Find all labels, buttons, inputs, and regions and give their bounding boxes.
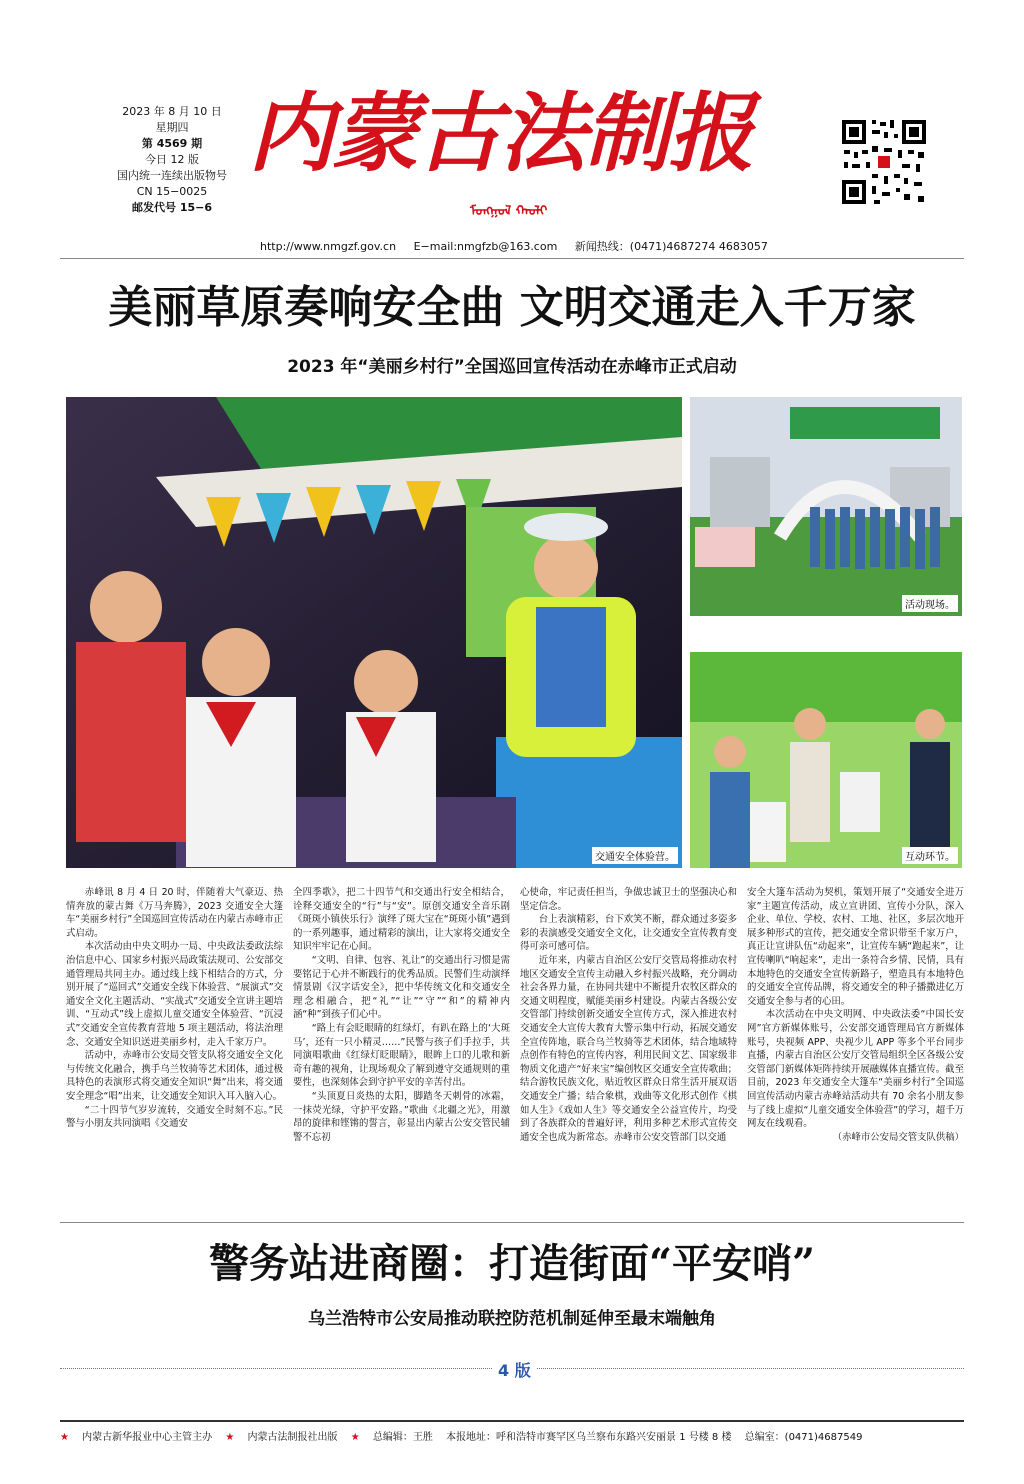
paragraph: 本次活动在中央文明网、中央政法委“中国长安网”官方新媒体账号，公安部交通管理局官方新媒体账号，央视频 APP、央视少儿 APP 等多个平台同步直播，内蒙古自治区公安厅交管局组织全区各级公安交管部门新媒体矩阵持续开展融媒体直播宣传。截至目前，2023 年交通安全大篷车“美丽乡村行”全国巡回宣传活动内蒙古赤峰站活动共有 70 余名小朋友参与了线上虚拟“儿童交通安全体验营”的学习，超千万网友在线观看。 xyxy=(747,1009,964,1130)
paragraph: “文明、自律、包容、礼让”的交通出行习惯是需要铭记于心并不断践行的优秀品质。民警们生动演绎情景剧《汉字话安全》，把中华传统文化和交通安全理念相融合，把“礼”“让”“守”“和”的精神内涵“种”到孩子们心中。 xyxy=(293,954,510,1021)
newspaper-logo xyxy=(248,74,788,214)
paragraph: 活动中，赤峰市公安局交管支队将交通安全文化与传统文化融合，携手乌兰牧骑等艺术团体，通过极具特色的表演形式将交通安全知识“舞”出来，将交通安全理念“唱”出来，让交通安全知识入耳入脑入心。 xyxy=(66,1050,283,1102)
page-reference[interactable]: 4 版 xyxy=(492,1358,537,1381)
masthead-divider xyxy=(60,258,964,259)
lead-article xyxy=(66,886,964,1208)
side-photo-top[interactable] xyxy=(690,397,962,616)
paragraph: “头顶夏日炎热的太阳，脚踏冬天刺骨的冰霜，一抹荧光绿，守护平安路。”歌曲《北疆之光》，用激昂的旋律和铿锵的誓言，彰显出内蒙古公安交管民辅警不忘初 xyxy=(293,1090,510,1143)
footer xyxy=(60,1428,964,1443)
footer-address: 本报地址：呼和浩特市赛罕区乌兰察布东路兴安丽景 1 号楼 8 楼 xyxy=(446,1432,732,1443)
side-photo-bottom[interactable] xyxy=(690,652,962,868)
logo-text: 内蒙古法制报 xyxy=(248,83,752,184)
star-icon: ★ xyxy=(225,1432,235,1443)
paragraph: 全四季歌》，把二十四节气和交通出行安全相结合，诠释交通安全的“行”与“安”。原创交通安全音乐剧《斑斑小镇侠乐行》演绎了斑大宝在“斑斑小镇”遇到的一系列趣事，通过精彩的演出，让大家将交通安全知识牢牢记在心间。 xyxy=(293,887,510,953)
footer-publisher: 内蒙古新华报业中心主管主办 xyxy=(82,1432,213,1443)
issue-number: 第 4569 期 xyxy=(141,137,203,150)
footer-phone: 总编室：(0471)4687549 xyxy=(744,1432,863,1443)
paragraph: 赤峰讯 8 月 4 日 20 时，伴随着大气豪迈、热情奔放的蒙古舞《万马奔腾》，2023 交通安全大篷车“美丽乡村行”全国巡回宣传活动在内蒙古赤峰市正式启动。 xyxy=(66,887,283,939)
paragraph: 近年来，内蒙古自治区公安厅交管局将推动农村地区交通安全宣传主动融入乡村振兴战略，充分调动社会各界力量，在协同共建中不断提升农牧区群众的交通文明程度，赋能美丽乡村建设。内蒙古各级公安交管部门持续创新交通安全宣传方式，深入推进农村交通安全大宣传大教育大警示集中行动，拓展交通安全宣传阵地，联合乌兰牧骑等艺术团体，结合地域特点创作有特色的宣传内容，利用民间文艺、国家级非物质文化遗产“好来宝”编创牧区交通安全宣传歌曲；结合游牧民族文化，贴近牧区群众日常生活开展双语交通安全广播；结合象棋，戏曲等文化形式创作《棋如人生》《戏如人生》等交通安全公益宣传片，均受到了各族群众的普遍好评，利用多种艺术形式宣传交通安全也成为新常态。赤峰市公安交管部门以交通 xyxy=(520,954,737,1143)
postal-code: 邮发代号 15−6 xyxy=(131,201,212,214)
paragraph: 台上表演精彩，台下欢笑不断，群众通过多姿多彩的表演感受交通安全文化，让交通安全宣传教育变得可亲可感可信。 xyxy=(520,914,737,953)
article-column-3 xyxy=(520,886,737,1208)
photo-caption: 活动现场。 xyxy=(902,595,958,612)
cn-number: CN 15−0025 xyxy=(136,185,208,198)
lead-headline[interactable]: 美丽草原奏响安全曲 文明交通走入千万家 xyxy=(108,282,916,333)
footer-divider xyxy=(60,1420,964,1422)
section-divider xyxy=(60,1222,964,1223)
article-column-4 xyxy=(747,886,964,1208)
second-headline[interactable]: 警务站进商圈：打造街面“平安哨” xyxy=(208,1240,815,1287)
main-photo[interactable] xyxy=(66,397,682,868)
weekday: 星期四 xyxy=(155,121,189,134)
contact-line xyxy=(260,238,782,254)
star-icon: ★ xyxy=(350,1432,360,1443)
article-column-2 xyxy=(293,886,510,1208)
paragraph: “路上有会眨眼睛的红绿灯，有趴在路上的‘大斑马’，还有一只小精灵……”民警与孩子们手拉手，共同演唱歌曲《红绿灯眨眼睛》，眼眸上口的儿歌和新奇有趣的视角，让现场观众了解到遵守交通规则的重要性，也深刻体会到守护平安的辛苦付出。 xyxy=(293,1022,510,1089)
qr-code-icon[interactable] xyxy=(838,116,930,208)
paragraph: 心使命，牢记责任担当，争做忠诚卫士的坚强决心和坚定信念。 xyxy=(520,887,737,912)
photo-caption: 交通安全体验营。 xyxy=(592,847,678,864)
serial-label: 国内统一连续出版物号 xyxy=(117,169,227,182)
website-link[interactable]: http://www.nmgzf.gov.cn xyxy=(260,240,397,253)
news-hotline: 新闻热线：(0471)4687274 4683057 xyxy=(574,240,768,253)
star-icon: ★ xyxy=(60,1432,69,1443)
footer-press: 内蒙古法制报社出版 xyxy=(247,1432,338,1443)
paragraph: 安全大篷车活动为契机，策划开展了“交通安全进万家”主题宣传活动，成立宣讲团、宣传小分队，深入企业、单位、学校、农村、工地、社区，多层次地开展多种形式的宣传，把交通安全常识带至千家万户，真正让宣讲队伍“动起来”，让宣传车辆“跑起来”，让宣传喇叭“响起来”，走出一条符合乡情、民情，具有本地特色的交通安全宣传新路子，塑造具有本地特色的交通安全宣传品牌，将交通安全的种子播撒进亿万交通安全参与者的心田。 xyxy=(747,887,964,1007)
email-link[interactable]: E−mail:nmgfzb@163.com xyxy=(413,240,558,253)
photo-caption: 互动环节。 xyxy=(902,847,958,864)
second-subhead: 乌兰浩特市公安局推动联控防范机制延伸至最末端触角 xyxy=(308,1309,716,1329)
page-count: 今日 12 版 xyxy=(145,153,199,166)
masthead-info xyxy=(102,104,242,216)
paragraph: “二十四节气岁岁流转，交通安全时刻不忘。”民警与小朋友共同演唱《交通安 xyxy=(66,1104,283,1130)
lead-subhead: 2023 年“美丽乡村行”全国巡回宣传活动在赤峰市正式启动 xyxy=(287,357,737,377)
article-credit: （赤峰市公安局交管支队供稿） xyxy=(832,1131,964,1143)
footer-editor: 总编辑：王胜 xyxy=(372,1432,433,1443)
article-column-1 xyxy=(66,886,283,1208)
issue-date: 2023 年 8 月 10 日 xyxy=(122,105,222,118)
mongolian-title: ᠮᠣᠩᠭᠣᠯ ᠬᠠᠤᠯᠢ xyxy=(470,204,548,219)
paragraph: 本次活动由中央文明办一局、中央政法委政法综治信息中心、国家乡村振兴局政策法规司、公安部交通管理局共同主办。通过线上线下相结合的方式，分别开展了“巡回式”交通安全线下体验营、“展演式”交通安全文化主题活动、“实战式”交通安全宣讲主题培训、“互动式”线上虚拟儿童交通安全体验营、“沉浸式”交通安全宣传教育营地 5 项主题活动，将法治理念、交通安全知识送进美丽乡村，走入千家万户。 xyxy=(66,941,283,1048)
